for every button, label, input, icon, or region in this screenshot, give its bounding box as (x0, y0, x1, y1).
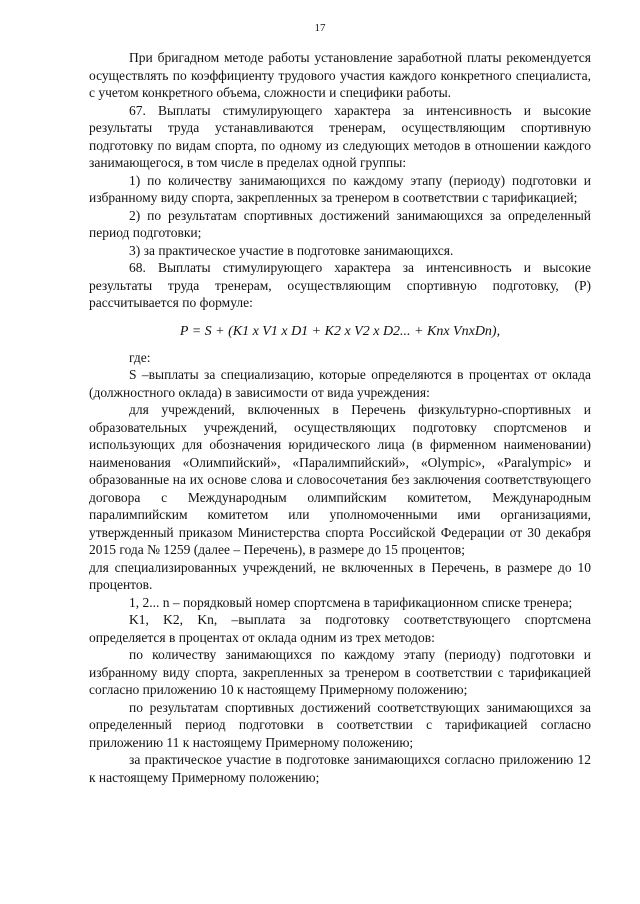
page-number: 17 (314, 22, 326, 34)
definition-s: S –выплаты за специализацию, которые определяются в процентах от оклада (должностного оклада) в зависимости от вида учреждения: (89, 367, 591, 400)
paragraph-67: 67. Выплаты стимулирующего характера за интенсивность и высокие результаты труда устанавливаются тренерам, осуществляющим спортивную подготовку по видам спорта, по одному из следующих методов в отношении каждого занимающегося, в том числе в пределах одной группы: (89, 102, 591, 170)
document-body (89, 49, 591, 786)
where-label: где: (129, 349, 151, 365)
definition-k: K1, K2, Kn, –выплата за подготовку соответствующего спортсмена определяется в процентах от оклада одним из трех методов: (89, 612, 591, 645)
method-results: по результатам спортивных достижений соответствующих занимающихся за определенный период подготовки в соответствии с тарификацией согласно приложению 11 к настоящему Примерному положению; (89, 699, 591, 750)
list-item-2: 2) по результатам спортивных достижений занимающихся за определенный период подготовки; (89, 207, 591, 240)
definition-index: 1, 2... n – порядковый номер спортсмена в тарификационном списке тренера; (129, 594, 573, 610)
definition-specialized: для специализированных учреждений, не включенных в Перечень, в размере до 10 процентов. (89, 559, 591, 592)
list-item-3: 3) за практическое участие в подготовке занимающихся. (129, 242, 454, 258)
formula: P = S + (K1 x V1 x D1 + K2 x V2 x D2... + Knx VnxDn), (179, 323, 501, 339)
paragraph-brigade-method: При бригадном методе работы установление заработной платы рекомендуется осуществлять по коэффициенту трудового участия каждого конкретного специалиста, с учетом конкретного объема, сложности и специфики работы. (89, 50, 591, 100)
definition-perechen: для учреждений, включенных в Перечень физкультурно-спортивных и образовательных учреждений, осуществляющих подготовку спортсменов и использующих для обозначения юридического лица (в фирменном наименовании) наименования «Олимпийский», «Паралимпийский», «Olympic», «Paralympic» и образованные на их основе слова и словосочетания без заключения соответствующего договора с Международным олимпийским комитетом, Международным паралимпийским комитетом или уполномоченными ими организациями, утвержденный приказом Министерства спорта Российской Федерации от 30 декабря 2015 года № 1259 (далее – Перечень), в размере до 15 процентов; (89, 402, 591, 557)
method-count: по количеству занимающихся по каждому этапу (периоду) подготовки и избранному виду спорта, закрепленных за тренером в соответствии с тарификацией согласно приложению 10 к настоящему Примерному положению; (89, 647, 591, 697)
list-item-1: 1) по количеству занимающихся по каждому этапу (периоду) подготовки и избранному виду спорта, закрепленных за тренером в соответствии с тарификацией; (89, 172, 591, 205)
paragraph-68: 68. Выплаты стимулирующего характера за интенсивность и высокие результаты труда тренерам, осуществляющим спортивную подготовку, (P) рассчитывается по формуле: (89, 260, 591, 310)
method-participation: за практическое участие в подготовке занимающихся согласно приложению 12 к настоящему Примерному положению; (89, 752, 591, 785)
